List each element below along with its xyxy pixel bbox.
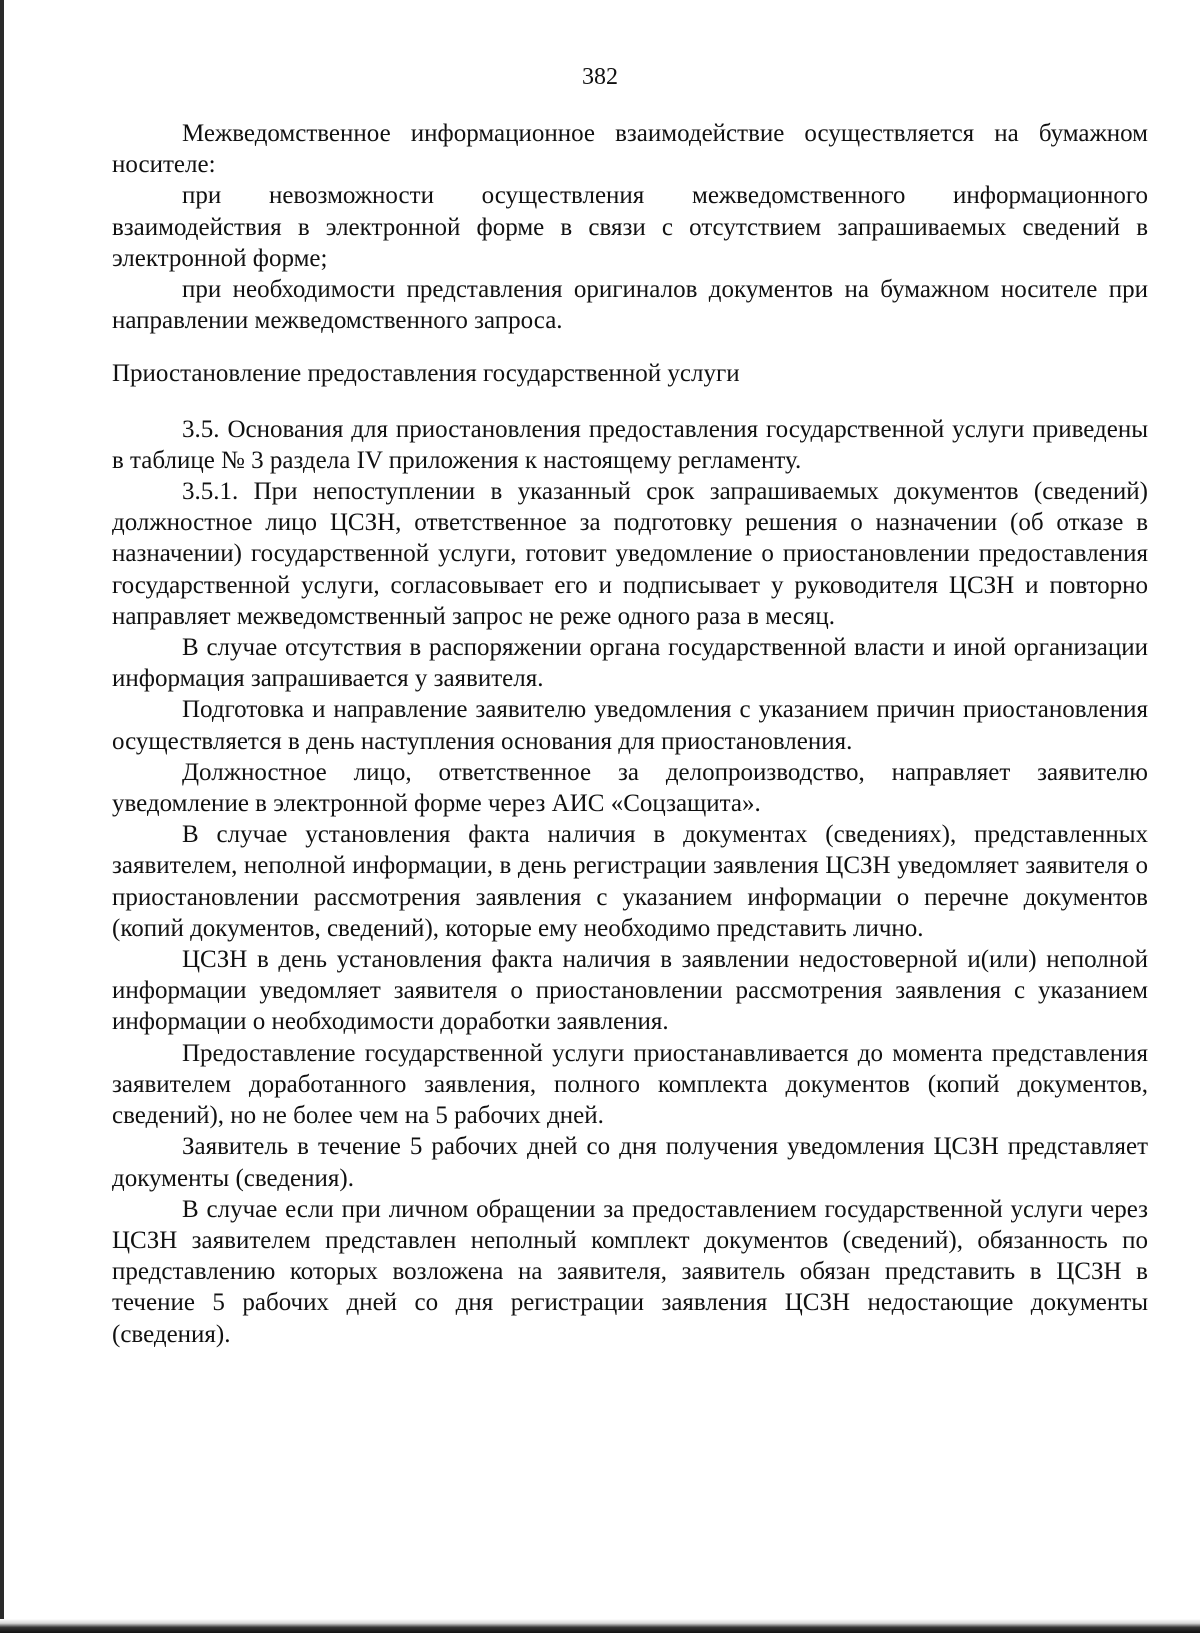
paragraph-absence-info: В случае отсутствия в распоряжении органа государственной власти и иной организации информация запрашивается у заявителя. xyxy=(112,634,1148,693)
page-number: 382 xyxy=(582,64,618,90)
document-body xyxy=(112,118,1148,1350)
paragraph-personal-appeal: В случае если при личном обращении за предоставлением государственной услуги через ЦСЗН заявителем представлен неполный комплект документов (сведений), обязанность по представлению которых возложена на заявителя, заявитель обязан представить в ЦСЗН в течение 5 рабочих дней со дня регистрации заявления ЦСЗН недостающие документы (сведения). xyxy=(112,1195,1148,1348)
paragraph-3-5-1: 3.5.1. При непоступлении в указанный срок запрашиваемых документов (сведений) должностное лицо ЦСЗН, ответственное за подготовку решения о назначении (об отказе в назначении) государственной услуги, готовит уведомление о приостановлении предоставления государственной услуги, согласовывает его и подписывает у руководителя ЦСЗН и повторно направляет межведомственный запрос не реже одного раза в месяц. xyxy=(112,478,1148,630)
paragraph-incomplete-documents: В случае установления факта наличия в документах (сведениях), представленных заявителем, неполной информации, в день регистрации заявления ЦСЗН уведомляет заявителя о приостановлении рассмотрения заявления с указанием информации о перечне документов (копий документов, сведений), которые ему необходимо представить лично. xyxy=(112,821,1148,942)
scan-left-edge xyxy=(0,0,4,1633)
paragraph-applicant-deadline: Заявитель в течение 5 рабочих дней со дня получения уведомления ЦСЗН представляет документы (сведения). xyxy=(112,1133,1148,1192)
paragraph-unreliable-info: ЦСЗН в день установления факта наличия в заявлении недостоверной и(или) неполной информации уведомляет заявителя о приостановлении рассмотрения заявления с указанием информации о необходимости доработки заявления. xyxy=(112,946,1148,1036)
section-heading: Приостановление предоставления государственной услуги xyxy=(112,360,740,388)
paragraph-notification-preparation: Подготовка и направление заявителю уведомления с указанием причин приостановления осуществляется в день наступления основания для приостановления. xyxy=(112,696,1148,755)
paragraph-suspension-period: Предоставление государственной услуги приостанавливается до момента представления заявителем доработанного заявления, полного комплекта документов (копий документов, сведений), но не более чем на 5 рабочих дней. xyxy=(112,1039,1148,1130)
paragraph-records-officer: Должностное лицо, ответственное за делопроизводство, направляет заявителю уведомление в электронной форме через АИС «Соцзащита». xyxy=(112,758,1148,818)
paragraph-originals-needed: при необходимости представления оригиналов документов на бумажном носителе при направлении межведомственного запроса. xyxy=(112,276,1148,335)
paragraph-impossibility-electronic: при невозможности осуществления межведомственного информационного взаимодействия в электронной форме в связи с отсутствием запрашиваемых сведений в электронной форме; xyxy=(112,182,1148,272)
paragraph-interagency-paper: Межведомственное информационное взаимодействие осуществляется на бумажном носителе: xyxy=(112,120,1148,179)
paragraph-3-5: 3.5. Основания для приостановления предоставления государственной услуги приведены в таблице № 3 раздела IV приложения к настоящему регламенту. xyxy=(112,415,1148,474)
scan-bottom-edge xyxy=(0,1619,1200,1633)
